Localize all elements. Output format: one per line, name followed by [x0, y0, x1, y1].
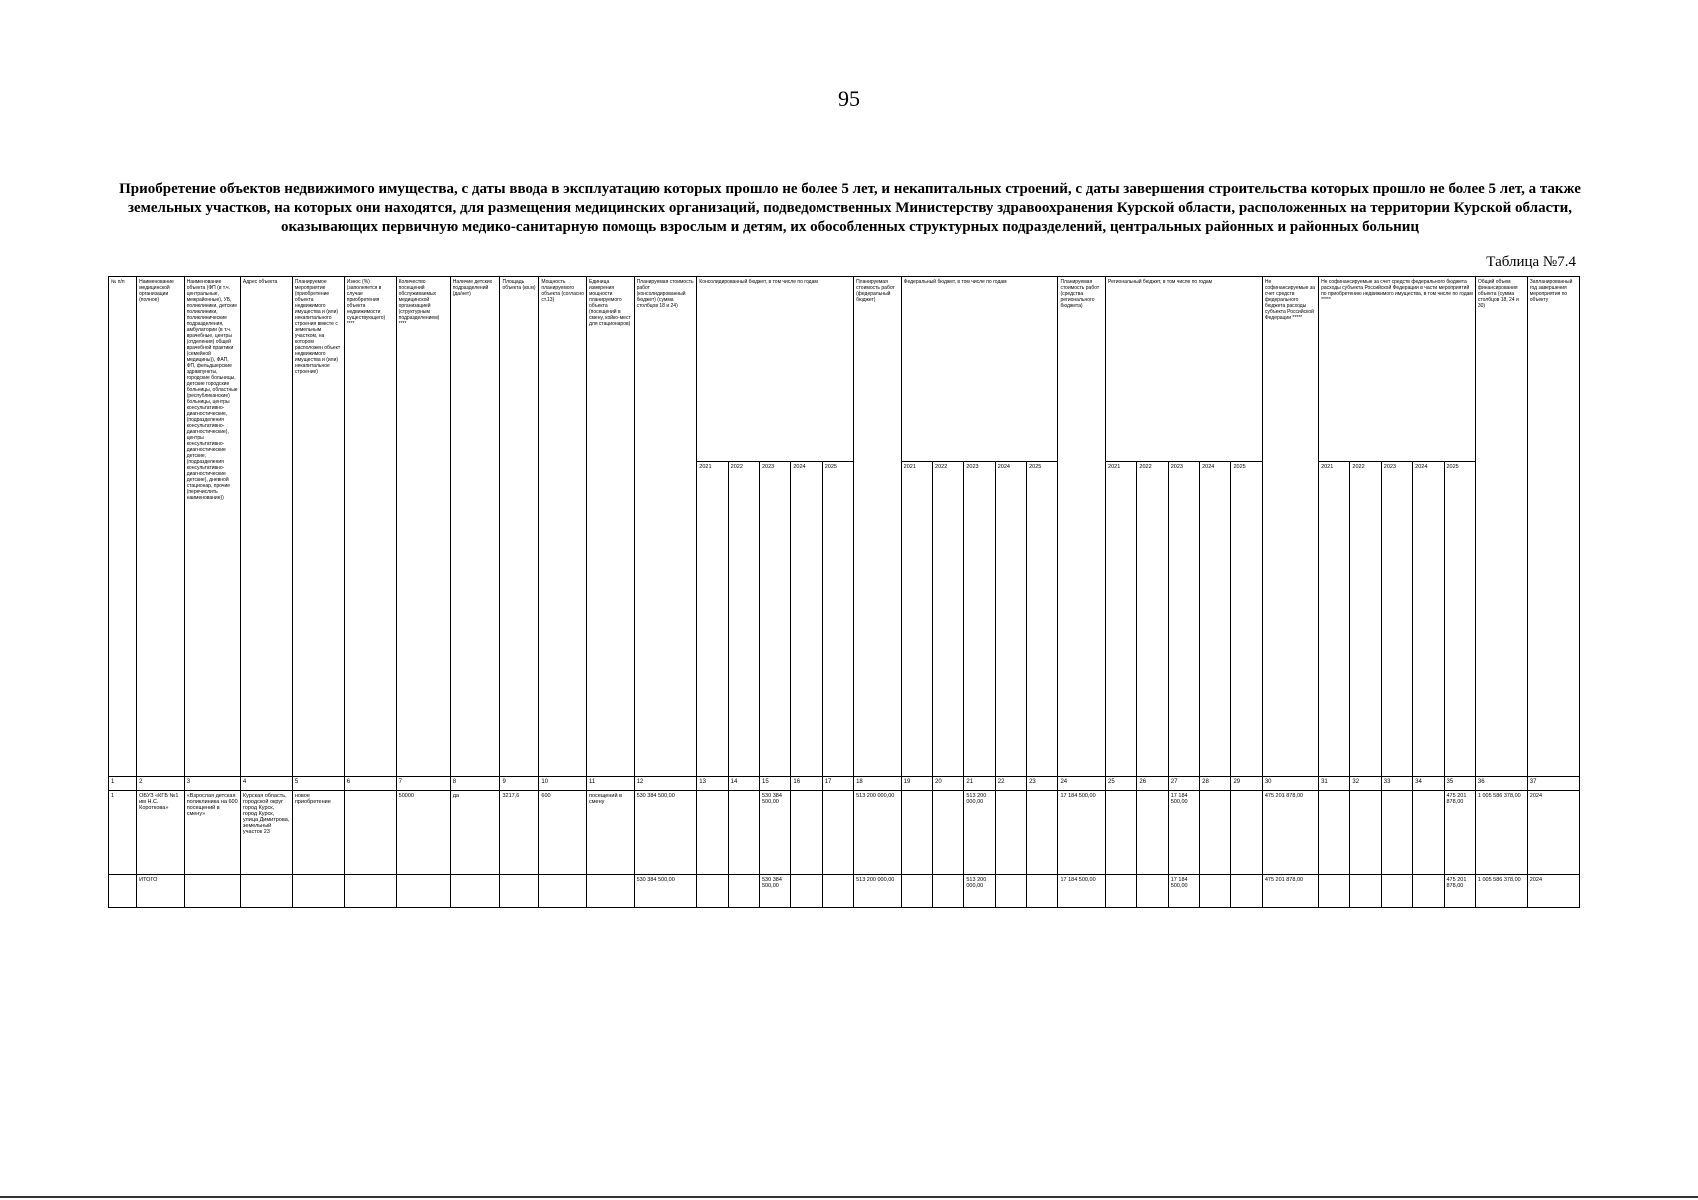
col-number: 20 — [933, 777, 964, 791]
year-cell: 2023 — [1381, 462, 1412, 777]
header-group-consolidated: Консолидированный бюджет, в том числе по годам — [697, 277, 854, 462]
col-number: 26 — [1137, 777, 1168, 791]
header-col-1: № п/п — [109, 277, 137, 777]
cell-col-13 — [697, 791, 728, 875]
header-col-4: Адрес объекта — [240, 277, 292, 777]
cell-col-24: 17 184 500,00 — [1058, 791, 1106, 875]
total-col-24: 17 184 500,00 — [1058, 875, 1106, 908]
total-col-21: 513 200 000,00 — [964, 875, 995, 908]
total-empty — [1381, 875, 1412, 908]
header-col-10: Мощность планируемого объекта (согласно ст.13) — [539, 277, 587, 777]
total-empty — [539, 875, 587, 908]
total-col-18: 513 200 000,00 — [854, 875, 902, 908]
header-col-36: Общий объем финансирования объекта (сумма столбцов 18, 24 и 30) — [1475, 277, 1527, 777]
year-cell: 2024 — [995, 462, 1026, 777]
col-number: 30 — [1262, 777, 1318, 791]
header-col-7: Количество посещений обслуживаемых медицинской организацией (структурным подразделением) **** — [396, 277, 450, 777]
table-number-label: Таблица №7.4 — [1486, 254, 1576, 270]
col-number: 19 — [901, 777, 932, 791]
total-empty — [240, 875, 292, 908]
total-empty — [1350, 875, 1381, 908]
cell-col-27: 17 184 500,00 — [1168, 791, 1199, 875]
col-number: 37 — [1527, 777, 1579, 791]
year-cell: 2021 — [901, 462, 932, 777]
col-number: 25 — [1106, 777, 1137, 791]
object-address: Курская область, городской округ город Курск, город Курск, улица Димитрова, земельный участок 23 — [240, 791, 292, 875]
year-cell: 2025 — [1444, 462, 1475, 777]
total-col-35: 475 201 878,00 — [1444, 875, 1475, 908]
col-number: 35 — [1444, 777, 1475, 791]
total-empty — [450, 875, 500, 908]
col-number: 18 — [854, 777, 902, 791]
col-number: 16 — [791, 777, 822, 791]
total-empty — [1106, 875, 1137, 908]
total-empty — [791, 875, 822, 908]
header-col-6: Износ (%) (заполняется в случае приобретения объекта недвижимости существующего) **** — [344, 277, 396, 777]
cell-col-35: 475 201 878,00 — [1444, 791, 1475, 875]
col-number: 22 — [995, 777, 1026, 791]
year-cell: 2024 — [791, 462, 822, 777]
year-cell: 2022 — [728, 462, 759, 777]
header-col-12: Планируемая стоимость работ (консолидированный бюджет) (сумма столбцов 18 и 24) — [634, 277, 697, 777]
cell-col-37: 2024 — [1527, 791, 1579, 875]
total-label: ИТОГО — [137, 875, 185, 908]
year-cell: 2023 — [1168, 462, 1199, 777]
cell-col-19 — [901, 791, 932, 875]
cell-col-16 — [791, 791, 822, 875]
header-col-37: Запланированный год завершения мероприятия по объекту — [1527, 277, 1579, 777]
cell-col-33 — [1381, 791, 1412, 875]
table-title: Приобретение объектов недвижимого имущества, с даты ввода в эксплуатацию которых прошло не более 5 лет, и некапитальных строений, с даты завершения строительства которых прошло не более 5 лет, а также земельных участков, на которых они находятся, для размещения медицинских организаций, подведомственных Министерству здравоохранения Курской области, расположенных на территории Курской области, оказывающих первичную медико-санитарную помощь взрослым и детям, их обособленных структурных подразделений, центральных районных и районных больниц — [119, 181, 1581, 235]
cell-col-18: 513 200 000,00 — [854, 791, 902, 875]
header-col-18: Планируемая стоимость работ (федеральный бюджет) — [854, 277, 902, 777]
total-empty — [586, 875, 634, 908]
total-empty — [500, 875, 539, 908]
header-group-federal: Федеральный бюджет, в том числе по годам — [901, 277, 1058, 462]
year-cell: 2023 — [964, 462, 995, 777]
col-number: 11 — [586, 777, 634, 791]
cell-col-31 — [1319, 791, 1350, 875]
col-number: 13 — [697, 777, 728, 791]
total-col-30: 475 201 878,00 — [1262, 875, 1318, 908]
year-cell: 2024 — [1413, 462, 1444, 777]
total-empty — [1137, 875, 1168, 908]
organization-name: ОБУЗ «КГБ №1 им Н.С. Короткова» — [137, 791, 185, 875]
header-col-11: Единица измерения мощности планируемого объекта (посещений в смену, койко-мест для стационаров) — [586, 277, 634, 777]
total-empty — [728, 875, 759, 908]
col-number: 34 — [1413, 777, 1444, 791]
total-empty — [1319, 875, 1350, 908]
total-empty — [184, 875, 240, 908]
cell-col-23 — [1027, 791, 1058, 875]
year-cell: 2025 — [1027, 462, 1058, 777]
total-empty — [396, 875, 450, 908]
cell-col-15: 530 384 500,00 — [760, 791, 791, 875]
header-col-2: Наименование медицинской организации (полное) — [137, 277, 185, 777]
header-col-9: Площадь объекта (кв.м) — [500, 277, 539, 777]
col-number: 27 — [1168, 777, 1199, 791]
year-cell: 2022 — [1137, 462, 1168, 777]
object-name: «Взрослая детская поликлиника на 600 посещений в смену» — [184, 791, 240, 875]
year-cell: 2025 — [1231, 462, 1262, 777]
year-cell: 2025 — [822, 462, 853, 777]
header-col-8: Наличие детских подразделений (да/нет) — [450, 277, 500, 777]
table-row — [109, 791, 1580, 875]
total-empty — [1027, 875, 1058, 908]
header-group-non-cofinanced: Не софинансируемые за счет средств федерального бюджета расходы субъекта Российской Федерации в части мероприятий по приобретению недвижимого имущества, в том числе по годам ***** — [1319, 277, 1476, 462]
total-empty — [901, 875, 932, 908]
col-number: 17 — [822, 777, 853, 791]
cell-col-14 — [728, 791, 759, 875]
total-empty — [1200, 875, 1231, 908]
total-empty — [697, 875, 728, 908]
cell-col-17 — [822, 791, 853, 875]
cell-col-34 — [1413, 791, 1444, 875]
cell-col-22 — [995, 791, 1026, 875]
header-row-1 — [109, 277, 1580, 462]
header-col-24: Планируемая стоимость работ (средства регионального бюджета) — [1058, 277, 1106, 777]
cell-col-32 — [1350, 791, 1381, 875]
col-number: 5 — [292, 777, 344, 791]
col-number: 4 — [240, 777, 292, 791]
total-col-37: 2024 — [1527, 875, 1579, 908]
year-cell: 2023 — [760, 462, 791, 777]
col-number: 31 — [1319, 777, 1350, 791]
total-empty — [344, 875, 396, 908]
cell-col-26 — [1137, 791, 1168, 875]
column-number-row — [109, 777, 1580, 791]
col-number: 7 — [396, 777, 450, 791]
col-number: 10 — [539, 777, 587, 791]
col-number: 33 — [1381, 777, 1412, 791]
total-empty — [1231, 875, 1262, 908]
capacity-unit: посещений в смену — [586, 791, 634, 875]
page-number: 95 — [838, 86, 860, 111]
header-group-regional: Региональный бюджет, в том числе по годам — [1106, 277, 1263, 462]
total-col-36: 1 005 586 378,00 — [1475, 875, 1527, 908]
col-number: 8 — [450, 777, 500, 791]
total-row — [109, 875, 1580, 908]
col-number: 23 — [1027, 777, 1058, 791]
total-empty — [1413, 875, 1444, 908]
cell-col-30: 475 201 878,00 — [1262, 791, 1318, 875]
visits-count: 50000 — [396, 791, 450, 875]
col-number: 32 — [1350, 777, 1381, 791]
object-area: 3217,6 — [500, 791, 539, 875]
financing-table — [108, 276, 1580, 908]
col-number: 12 — [634, 777, 697, 791]
cell-col-21: 513 200 000,00 — [964, 791, 995, 875]
col-number: 29 — [1231, 777, 1262, 791]
col-number: 24 — [1058, 777, 1106, 791]
col-number: 36 — [1475, 777, 1527, 791]
scan-edge — [0, 1196, 1698, 1198]
col-number: 15 — [760, 777, 791, 791]
col-number: 14 — [728, 777, 759, 791]
year-cell: 2024 — [1200, 462, 1231, 777]
col-number: 6 — [344, 777, 396, 791]
total-col-15: 530 384 500,00 — [760, 875, 791, 908]
col-number: 28 — [1200, 777, 1231, 791]
header-col-5: Планируемое мероприятие (приобретение объекта недвижимого имущества и (или) некапитального строения вместе с земельным участком, на котором расположен объект недвижимого имущества и (или) некапитальное строение) — [292, 277, 344, 777]
total-col-27: 17 184 500,00 — [1168, 875, 1199, 908]
total-empty — [292, 875, 344, 908]
year-cell: 2022 — [1350, 462, 1381, 777]
cell-col-29 — [1231, 791, 1262, 875]
header-col-3: Наименование объекта (ФП (в т.ч. центральные, межрайонные), УБ, поликлиники, детские поликлиники, поликлинические подразделения, амбулатории (в т.ч. врачебные, центры (отделения) общей врачебной практики (семейной медицины)), ФАП, ФП, фельдшерские здравпункты, городские больницы, детские городские больницы, областные (республиканские) больницы, центры консультативно-диагностические, (подразделения консультативно-диагностические), центры консультативно-диагностические детские, (подразделения консультативно-диагностические детские), дневной стационар, прочие (перечислить наименование)) — [184, 277, 240, 777]
cell-col-28 — [1200, 791, 1231, 875]
total-empty — [995, 875, 1026, 908]
cell-col-36: 1 005 586 378,00 — [1475, 791, 1527, 875]
planned-measure: новое приобретение — [292, 791, 344, 875]
col-number: 2 — [137, 777, 185, 791]
col-number: 3 — [184, 777, 240, 791]
cell-col-20 — [933, 791, 964, 875]
col-number: 21 — [964, 777, 995, 791]
year-cell: 2021 — [1319, 462, 1350, 777]
year-cell: 2021 — [697, 462, 728, 777]
total-col-12: 530 384 500,00 — [634, 875, 697, 908]
year-cell: 2022 — [933, 462, 964, 777]
row-number: 1 — [109, 791, 137, 875]
cell-col-12: 530 384 500,00 — [634, 791, 697, 875]
total-empty — [109, 875, 137, 908]
cell-col-25 — [1106, 791, 1137, 875]
object-capacity: 600 — [539, 791, 587, 875]
col-number: 1 — [109, 777, 137, 791]
total-empty — [822, 875, 853, 908]
total-empty — [933, 875, 964, 908]
wear-percent — [344, 791, 396, 875]
year-cell: 2021 — [1106, 462, 1137, 777]
col-number: 9 — [500, 777, 539, 791]
children-units: да — [450, 791, 500, 875]
header-col-30: Не софинансируемые за счет средств федерального бюджета расходы субъекта Российской Федерации ***** — [1262, 277, 1318, 777]
